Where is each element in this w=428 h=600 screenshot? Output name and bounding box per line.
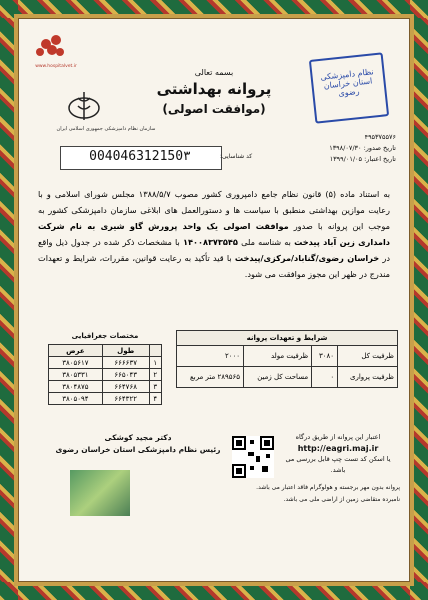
page-subtitle: (موافقت اصولی) [162, 102, 266, 116]
ministry-name: سازمان نظام دامپزشکی جمهوری اسلامی ایران [56, 126, 156, 132]
body-text-3: به شناسه ملی [241, 237, 291, 247]
verify-line-1: اعتبار این پروانه از طریق درگاه [295, 433, 381, 441]
table-cell: ظرفیت کل [338, 346, 398, 367]
validity-date: ۱۳۹۹/۰۱/۰۵ [329, 155, 362, 163]
footer-note-2: نامبرده متقاضی زمین از اراضی ملی می باشد. [283, 496, 400, 503]
signatory-name: دکتر مجید کوشکی [104, 433, 172, 442]
bismillah: بسمه تعالی [194, 68, 234, 77]
geo-table-title: مختصات جغرافیایی [71, 332, 139, 340]
geo-table [48, 344, 162, 405]
validity-row [286, 154, 396, 165]
table-row [177, 367, 398, 388]
table-row [177, 346, 398, 367]
footer-note-1: پروانه بدون مهر برجسته و هولوگرام فاقد اعتبار می باشد. [256, 484, 400, 491]
geo-header-lat: عرض [49, 345, 103, 357]
license-code: 004046312150۳ [89, 149, 191, 164]
conditions-table [176, 330, 398, 388]
national-id: ۱۴۰۰۸۳۷۳۵۴۵ [182, 237, 238, 247]
signatory [48, 432, 228, 456]
body-text-1: به استناد ماده (۵) قانون نظام جامع دامپروری کشور مصوب ۱۳۸۸/۵/۷ مجلس شورای اسلامی و با رعایت موازین بهداشتی منطبق با سیاست ها و دستورالعمل های ابلاغی سازمان دامپزشکی کشور به موجب این پروانه با صدور [38, 189, 390, 231]
table-cell: ۶۶۴۷۶۸ [102, 381, 149, 393]
table-row [49, 381, 162, 393]
issue-label: تاریخ صدور: [363, 144, 396, 152]
table-cell: ۲ [149, 369, 161, 381]
hologram-seal [70, 470, 130, 516]
table-cell: ۶۶۴۳۲۲ [102, 393, 149, 405]
corner-logo-url: www.hospitalvet.ir [35, 64, 77, 69]
body-text-7: با قید تأکید به رعایت قوانین، مقررات، شرایط و تعهدات مندرج در ظهر این مجوز موافقت می شود. [38, 253, 390, 279]
validity-label: تاریخ اعتبار: [364, 155, 396, 163]
verify-url-link[interactable]: http://eagri.maj.ir [297, 444, 379, 453]
footer-notes [230, 482, 400, 506]
document-number: ۴۹۵۳۷۵۵۷۶ [364, 133, 396, 141]
issue-date: ۱۳۹۸/۰۷/۳۰ [329, 144, 362, 152]
location: خراسان رضوی/گناباد/مرکزی/پیدخت [234, 253, 380, 263]
table-cell: ۳۸۰۵۰۹۴ [49, 393, 103, 405]
geo-header-num [149, 345, 161, 357]
signatory-role: رئیس نظام دامپزشکی استان خراسان رضوی [55, 445, 221, 454]
license-body-text [38, 186, 390, 282]
qr-code-icon[interactable] [232, 436, 274, 478]
table-cell: ۳۸۰۴۸۷۵ [49, 381, 103, 393]
table-cell: ۴ [149, 393, 161, 405]
table-cell: ظرفیت پرواری [338, 367, 398, 388]
stamp-text: نظام دامپزشکی استان خراسان رضوی [320, 67, 375, 99]
license-code-label: کد شناسایی: [220, 153, 253, 160]
table-cell: ۱ [149, 357, 161, 369]
geo-header-lon: طول [102, 345, 149, 357]
table-cell: ۰ [312, 367, 338, 388]
table-cell: ۶۶۶۶۳۷ [102, 357, 149, 369]
table-cell: ۳۰۸۰ [312, 346, 338, 367]
table-cell: ۳ [149, 381, 161, 393]
table-cell: ۲۰۰۰ [177, 346, 244, 367]
table-cell: ۳۸۰۵۳۳۱ [49, 369, 103, 381]
table-cell: ۳۸۰۵۶۱۷ [49, 357, 103, 369]
body-text-5: با مشخصات ذکر شده در جدول ذیل واقع در [38, 237, 390, 263]
verify-info [278, 432, 398, 476]
body-text-owner: موافقت اصولی یک واحد پرورش گاو شیری به نام شرکت دامداری زین آباد پیدخت [38, 221, 391, 247]
table-row [49, 369, 162, 381]
table-cell: ۶۶۵۰۴۳ [102, 369, 149, 381]
conditions-table-title: شرایط و تعهدات پروانه [177, 331, 398, 346]
document-meta [286, 132, 396, 165]
table-cell: ظرفیت مولد [244, 346, 312, 367]
table-cell: ۲۸۹۵۶۵ متر مربع [177, 367, 244, 388]
table-row [49, 357, 162, 369]
table-row [49, 393, 162, 405]
page-title: پروانه بهداشتی [156, 80, 272, 98]
verify-line-2: یا اسکن کد تست چپ قابل بررسی می باشد. [285, 455, 391, 474]
table-cell: مساحت کل زمین [244, 367, 312, 388]
issue-row [286, 143, 396, 154]
